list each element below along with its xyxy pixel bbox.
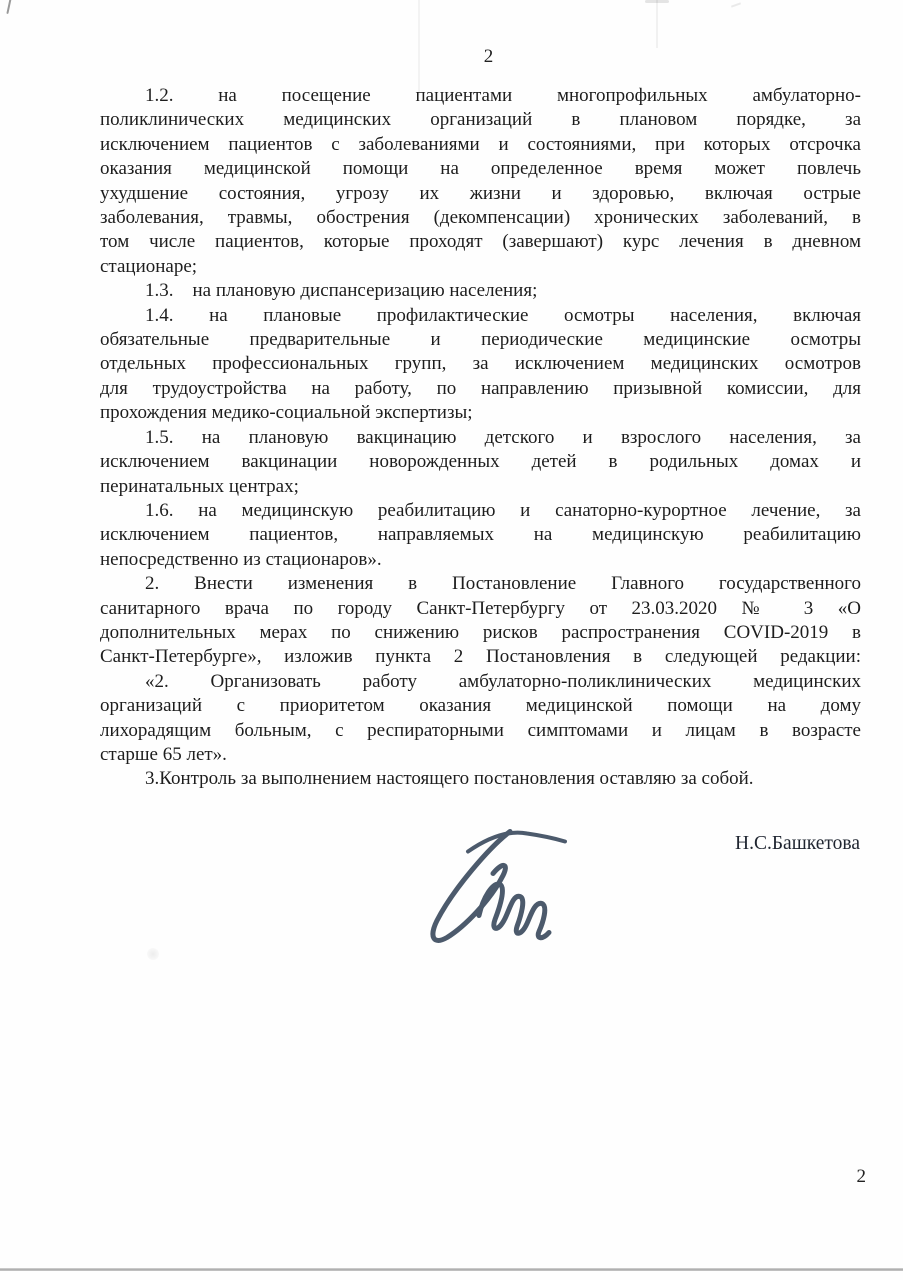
text-line: санитарного врача по городу Санкт-Петербургу от 23.03.2020 № 3 «О <box>100 597 861 619</box>
text-line: стационаре; <box>100 255 198 277</box>
text-line: 1.5. на плановую вакцинацию детского и взрослого населения, за <box>145 426 861 448</box>
text-line: «2. Организовать работу амбулаторно-поликлинических медицинских <box>145 670 861 692</box>
text-line: ухудшение состояния, угрозу их жизни и здоровью, включая острые <box>100 182 861 204</box>
signatory-name: Н.С.Башкетова <box>735 833 860 854</box>
text-line: прохождения медико-социальной экспертизы; <box>100 402 473 424</box>
text-line: поликлинических медицинских организаций в плановом порядке, за <box>100 109 861 131</box>
text-line: отдельных профессиональных групп, за исключением медицинских осмотров <box>100 353 861 375</box>
signature-icon <box>413 815 573 955</box>
scan-artifact-corner <box>6 0 11 14</box>
text-line: 3.Контроль за выполнением настоящего постановления оставляю за собой. <box>145 768 754 790</box>
scanner-streak <box>656 0 658 48</box>
text-line: 1.2. на посещение пациентами многопрофильных амбулаторно- <box>145 85 861 106</box>
text-line: лихорадящим больным, с респираторными симптомами и лицам в возрасте <box>100 719 861 741</box>
text-line: заболевания, травмы, обострения (декомпенсации) хронических заболеваний, в <box>100 207 861 229</box>
text-line: перинатальных центрах; <box>100 475 299 497</box>
text-line: организаций с приоритетом оказания медицинской помощи на дому <box>100 695 861 717</box>
text-line: 2. Внести изменения в Постановление Главного государственного <box>145 573 861 595</box>
text-line: старше 65 лет». <box>100 743 227 765</box>
text-line: исключением вакцинации новорожденных детей в родильных домах и <box>100 451 861 473</box>
text-line: для трудоустройства на работу, по направлению призывной комиссии, для <box>100 377 861 399</box>
text-line: дополнительных мерах по снижению рисков распространения COVID-2019 в <box>100 621 861 643</box>
scan-smudge <box>147 948 159 960</box>
text-line: Санкт-Петербурге», изложив пункта 2 Постановления в следующей редакции: <box>100 646 861 668</box>
text-line: 1.6. на медицинскую реабилитацию и санаторно-курортное лечение, за <box>145 499 861 521</box>
scan-artifact-top <box>645 0 669 3</box>
text-line: исключением пациентов с заболеваниями и состояниями, при которых отсрочка <box>100 133 861 155</box>
scanner-edge-line <box>0 1268 903 1271</box>
text-line: 1.3. на плановую диспансеризацию населения; <box>145 280 538 302</box>
page-number-top: 2 <box>483 46 494 67</box>
document-body <box>100 84 861 792</box>
text-line: том числе пациентов, которые проходят (завершают) курс лечения в дневном <box>100 231 861 253</box>
text-line: непосредственно из стационаров». <box>100 548 382 570</box>
page-number-bottom: 2 <box>856 1166 866 1187</box>
text-line: оказания медицинской помощи на определенное время может повлечь <box>100 158 861 180</box>
text-line: 1.4. на плановые профилактические осмотры населения, включая <box>145 304 861 326</box>
text-line: исключением пациентов, направляемых на медицинскую реабилитацию <box>100 524 861 546</box>
scan-artifact-top-right <box>731 2 741 7</box>
text-line: обязательные предварительные и периодические медицинские осмотры <box>100 329 861 351</box>
